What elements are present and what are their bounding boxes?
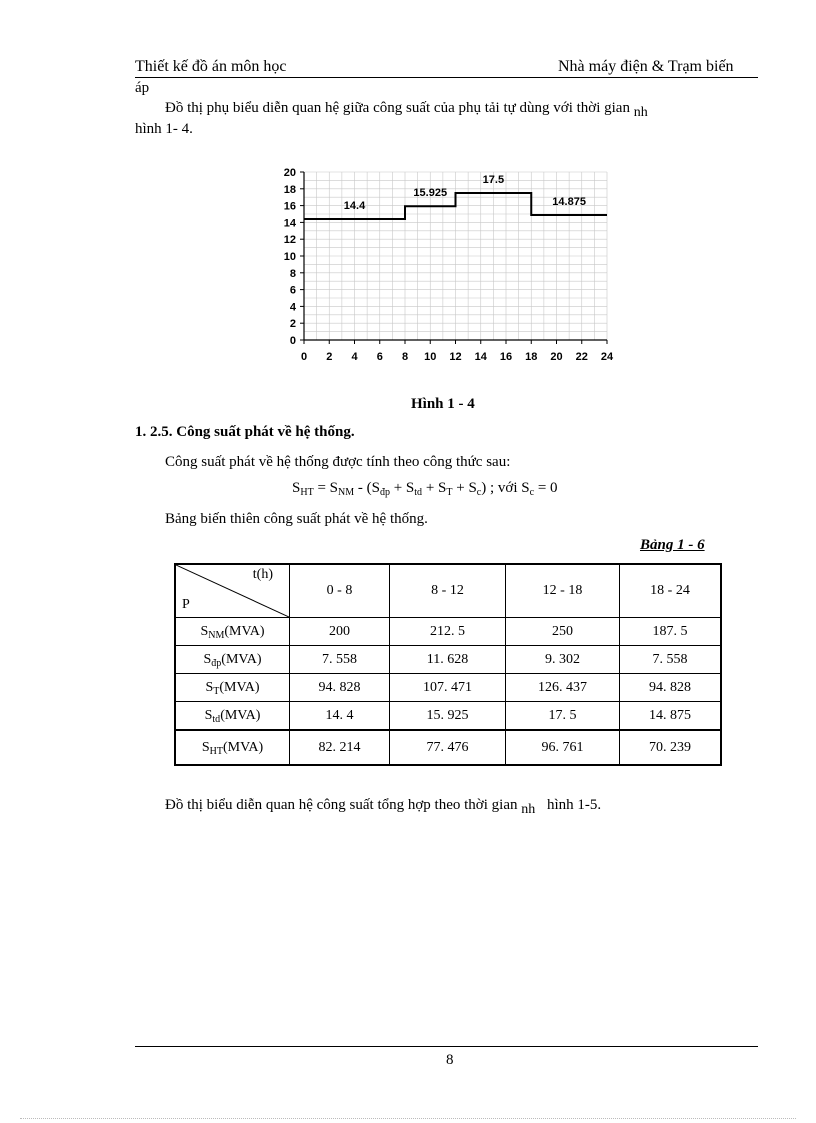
x-tick-label: 18 xyxy=(525,351,538,363)
data-label: 14.4 xyxy=(343,200,366,213)
table-cell: 212. 5 xyxy=(390,618,506,646)
power-step-chart xyxy=(270,160,620,372)
y-tick-label: 2 xyxy=(289,318,296,331)
formula-sub-t: T xyxy=(446,487,453,498)
table-header-row xyxy=(175,564,721,618)
column-header: 0 - 8 xyxy=(290,564,390,618)
formula-plus-3: + S xyxy=(452,480,477,496)
formula-s: S xyxy=(292,480,301,496)
table-cell: 17. 5 xyxy=(506,702,620,731)
formula-eq: = S xyxy=(313,480,338,496)
formula-plus-1: + S xyxy=(389,480,415,496)
header-title-right: Nhà máy điện & Trạm biến xyxy=(558,58,734,75)
x-tick-label: 24 xyxy=(600,351,614,363)
chart-svg xyxy=(270,160,620,372)
y-tick-label: 12 xyxy=(283,234,296,247)
formula-mid: - (S xyxy=(354,480,380,496)
formula xyxy=(292,480,558,497)
table-cell: 15. 925 xyxy=(390,702,506,731)
x-tick-label: 14 xyxy=(474,351,487,363)
y-tick-label: 18 xyxy=(283,183,296,196)
data-label: 14.875 xyxy=(552,196,586,209)
formula-sub-ht: HT xyxy=(300,487,314,498)
page-number: 8 xyxy=(446,1052,454,1068)
header-title-left: Thiết kế đồ án môn học xyxy=(135,58,287,75)
outro-text: Đồ thị biểu diễn quan hệ công suất tổng hợp theo thời gian xyxy=(165,797,518,813)
y-tick-label: 10 xyxy=(283,251,296,263)
table-cell: 7. 558 xyxy=(290,646,390,674)
column-header: 8 - 12 xyxy=(390,564,506,618)
y-tick-label: 4 xyxy=(289,301,296,314)
row-label: $S_{HT}(MVA)$ xyxy=(175,730,290,765)
outro-line xyxy=(165,795,601,816)
chart-caption: Hình 1 - 4 xyxy=(411,396,475,412)
outro-tail: hình 1-5. xyxy=(546,797,602,813)
outro-nh: nh xyxy=(521,802,536,817)
corner-cell xyxy=(175,564,290,618)
data-label: 15.925 xyxy=(413,187,448,200)
y-tick-label: 8 xyxy=(289,267,296,280)
table-row-total xyxy=(175,730,721,765)
x-tick-label: 22 xyxy=(575,351,588,363)
table-cell: 94. 828 xyxy=(290,674,390,702)
table-cell: 7. 558 xyxy=(620,646,722,674)
x-tick-label: 8 xyxy=(401,351,409,363)
table-cell: 126. 437 xyxy=(506,674,620,702)
column-header: 18 - 24 xyxy=(620,564,722,618)
data-label: 17.5 xyxy=(482,174,505,186)
y-tick-label: 16 xyxy=(283,200,296,213)
y-tick-label: 0 xyxy=(289,335,296,347)
header-rule xyxy=(135,77,758,78)
x-tick-label: 6 xyxy=(376,351,383,363)
formula-sub-nm: NM xyxy=(338,487,355,498)
power-table xyxy=(174,563,722,766)
table-row xyxy=(175,618,721,646)
y-tick-label: 6 xyxy=(289,284,296,297)
table-cell: 94. 828 xyxy=(620,674,722,702)
table-intro: Bảng biến thiên công suất phát về hệ thống. xyxy=(165,511,428,527)
intro-text: Đồ thị phụ biểu diễn quan hệ giữa công suất của phụ tải tự dùng với thời gian xyxy=(165,100,630,116)
intro-nh: nh xyxy=(633,105,648,120)
y-tick-label: 14 xyxy=(283,217,296,230)
x-tick-label: 10 xyxy=(424,351,437,363)
footer-rule xyxy=(135,1046,758,1047)
formula-sub-c2: c xyxy=(529,487,535,498)
header-wrap: áp xyxy=(135,80,150,96)
x-tick-label: 16 xyxy=(499,351,513,363)
table-cell: 77. 476 xyxy=(390,730,506,765)
table-cell: 107. 471 xyxy=(390,674,506,702)
section-title: 1. 2.5. Công suất phát về hệ thống. xyxy=(135,424,355,440)
x-tick-label: 12 xyxy=(449,351,462,363)
corner-time-label: t(h) xyxy=(252,567,273,582)
table-cell: 9. 302 xyxy=(506,646,620,674)
formula-close: ) ; với S xyxy=(481,480,530,496)
page-bottom-border xyxy=(20,1118,796,1119)
table-cell: 187. 5 xyxy=(620,618,722,646)
row-label: $S_{td}(MVA)$ xyxy=(175,702,290,731)
row-label: $S_{đp}(MVA)$ xyxy=(175,646,290,674)
table-cell: 96. 761 xyxy=(506,730,620,765)
formula-sub-td: td xyxy=(414,487,423,498)
table-cell: 82. 214 xyxy=(290,730,390,765)
table-cell: 11. 628 xyxy=(390,646,506,674)
x-tick-label: 2 xyxy=(326,351,333,363)
formula-tail: = 0 xyxy=(534,480,558,496)
corner-p-label: P xyxy=(182,597,190,612)
x-tick-label: 0 xyxy=(300,351,308,363)
intro-line-1 xyxy=(165,98,648,119)
row-label: $S_T(MVA)$ xyxy=(175,674,290,702)
table-cell: 70. 239 xyxy=(620,730,722,765)
formula-plus-2: + S xyxy=(422,480,447,496)
table-row xyxy=(175,646,721,674)
formula-sub-c: c xyxy=(476,487,482,498)
x-tick-label: 20 xyxy=(550,351,563,363)
formula-intro: Công suất phát về hệ thống được tính theo công thức sau: xyxy=(165,454,511,470)
table-cell: 200 xyxy=(290,618,390,646)
formula-sub-dp: đp xyxy=(379,487,390,498)
y-tick-label: 20 xyxy=(283,167,296,179)
table-cell: 14. 4 xyxy=(290,702,390,731)
row-label: $S_{NM}(MVA)$ xyxy=(175,618,290,646)
table-row xyxy=(175,674,721,702)
intro-line-2: hình 1- 4. xyxy=(135,121,193,137)
table-cell: 14. 875 xyxy=(620,702,722,731)
column-header: 12 - 18 xyxy=(506,564,620,618)
table-cell: 250 xyxy=(506,618,620,646)
table-label: Bảng 1 - 6 xyxy=(640,537,705,553)
table-row xyxy=(175,702,721,731)
x-tick-label: 4 xyxy=(351,351,358,363)
